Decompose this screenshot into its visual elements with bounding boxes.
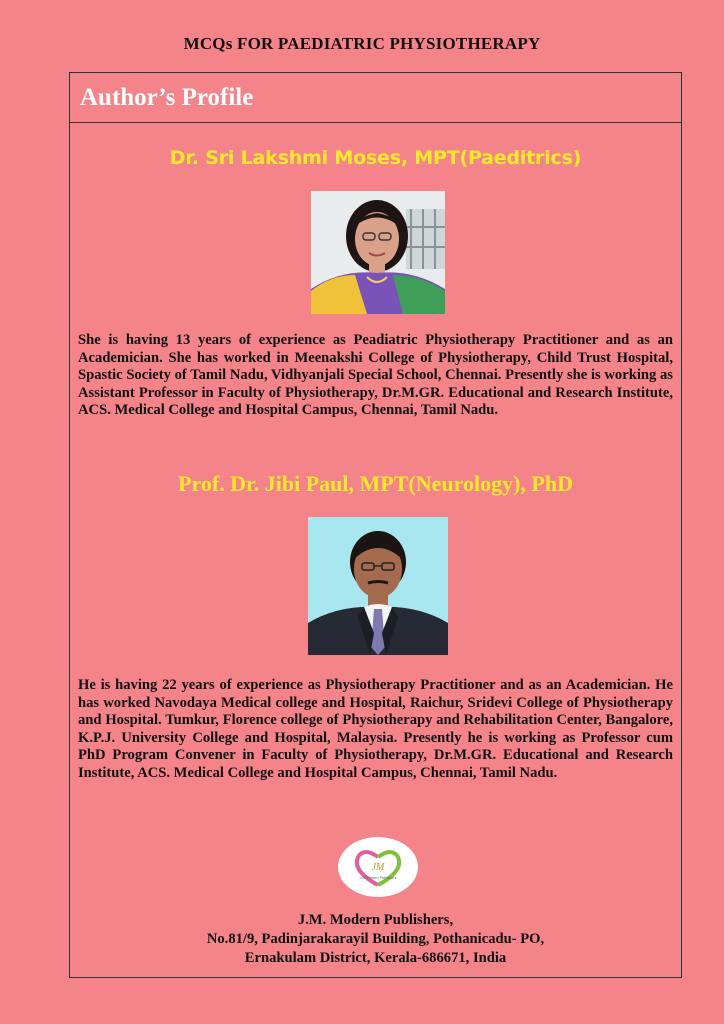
publisher-address-line-2: Ernakulam District, Kerala-686671, India	[244, 950, 507, 966]
svg-text:JM: JM	[371, 862, 385, 873]
publisher-logo	[338, 837, 418, 897]
running-header: MCQs FOR PAEDIATRIC PHYSIOTHERAPY	[183, 34, 541, 53]
author-1-photo	[311, 191, 445, 314]
profile-title-bar	[70, 73, 681, 123]
author-2-bio: He is having 22 years of experience as Physiotherapy Practitioner and as an Academician. He has worked Navodaya Medical college and Hospital, Raichur, Sridevi College of Physiotherapy and Hospital. Tumkur, Florence college of Physiotherapy and Rehabilitation Center, Bangalore, K.P.J. University College and Hospital, Malaysia. Presently he is working as Professor cum PhD Program Convener in Faculty of Physiotherapy, Dr.M.GR. Educational and Research Institute, ACS. Medical College and Hospital Campus, Chennai, Tamil Nadu.	[78, 677, 673, 781]
section-title: Author’s Profile	[80, 83, 254, 111]
author-1-name: Dr. Sri Lakshmi Moses, MPT(Paeditrics)	[169, 147, 582, 169]
publisher-address-line-1: No.81/9, Padinjarakarayil Building, Pothanicadu- PO,	[206, 931, 545, 947]
author-2-name: Prof. Dr. Jibi Paul, MPT(Neurology), PhD	[178, 471, 573, 496]
author-2-photo	[308, 517, 448, 655]
logo-text: J.M Modern Publishers	[359, 876, 397, 880]
author-profile-frame	[69, 72, 682, 978]
publisher-name: J.M. Modern Publishers,	[297, 912, 454, 928]
publisher-block	[70, 911, 681, 968]
author-1-bio: She is having 13 years of experience as Peadiatric Physiotherapy Practitioner and as an Academician. She has worked in Meenakshi College of Physiotherapy, Child Trust Hospital, Spastic Society of Tamil Nadu, Vidhyanjali Special School, Chennai. Presently she is working as Assistant Professor in Faculty of Physiotherapy, Dr.M.GR. Educational and Research Institute, ACS. Medical College and Hospital Campus, Chennai, Tamil Nadu.	[78, 332, 673, 418]
